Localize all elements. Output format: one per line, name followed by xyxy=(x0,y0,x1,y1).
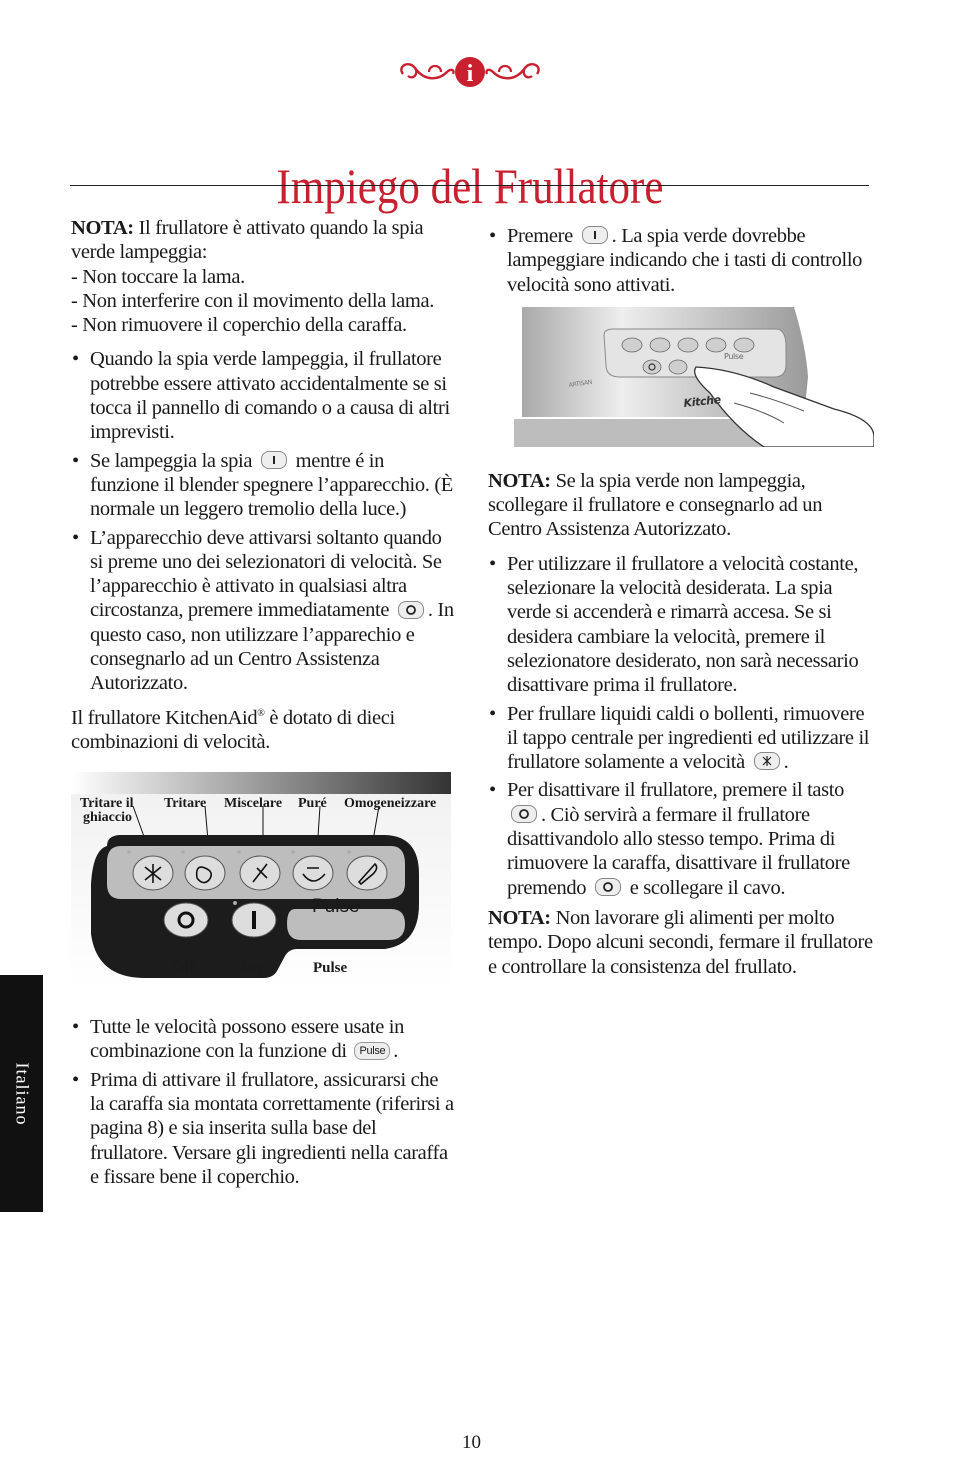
bullet-item: • Se lampeggia la spia mentre é in funzione il blender spegnere l’apparecchio. (È normale un leggero tremolio della luce.) xyxy=(71,449,456,522)
on-key-icon xyxy=(261,451,287,469)
blender-hand-figure xyxy=(514,307,874,447)
label-puree: Puré xyxy=(298,796,327,812)
blender-illustration xyxy=(514,307,874,447)
bullet-item: • Prima di attivare il frullatore, assicurarsi che la caraffa sia montata correttamente (riferirsi a pagina 8) e sia inserita sulla base del frullatore. Versare gli ingredienti nella caraffa e fissare bene il coperchio. xyxy=(71,1068,456,1189)
on-key-icon xyxy=(582,226,608,244)
bullet-list-right-1 xyxy=(488,224,873,297)
label-ice-2: ghiaccio xyxy=(83,810,132,826)
off-key-icon xyxy=(398,601,424,619)
speeds-paragraph: Il frullatore KitchenAid® è dotato di dieci combinazioni di velocità. xyxy=(71,706,395,753)
label-on: On xyxy=(241,960,262,977)
note-warning xyxy=(71,216,456,337)
bullet-item: • Premere . La spia verde dovrebbe lampeggiare indicando che i tasti di controllo velocità sono attivati. xyxy=(488,224,873,297)
label-ice-1: Tritare il xyxy=(80,796,134,812)
left-column xyxy=(71,216,456,1195)
pulse-key-icon: Pulse xyxy=(354,1042,390,1060)
bullet-item: • Quando la spia verde lampeggia, il frullatore potrebbe essere attivato accidentalmente se si tocca il pannello di comando o a causa di altri imprevisti. xyxy=(71,347,456,444)
bullet-item: • Tutte le velocità possono essere usate in combinazione con la funzione di Pulse . xyxy=(71,1015,456,1064)
off-key-icon xyxy=(595,878,621,896)
language-label: Italiano xyxy=(12,1062,32,1125)
blender-brand: Kitche xyxy=(682,393,722,410)
bullet-item: • Per disattivare il frullatore, premere il tasto . Ciò servirà a fermare il frullatore disattivandolo allo stesso tempo. Prima di rimuovere la caraffa, disattivare il frullatore premendo e scollegare il cavo. xyxy=(488,778,873,899)
page-number: 10 xyxy=(462,1432,481,1453)
label-chop: Tritare xyxy=(164,796,207,812)
label-liquefy: Omogeneizzare xyxy=(344,796,437,812)
bullet-list-left-1 xyxy=(71,347,456,695)
bullet-list-right-2 xyxy=(488,552,873,900)
off-key-icon xyxy=(511,805,537,823)
ornament-info-icon xyxy=(395,52,545,92)
blender-pulse-label: Pulse xyxy=(724,351,744,361)
bullet-item: • Per utilizzare il frullatore a velocità costante, selezionare la velocità desiderata. La spia verde si accenderà e rimarrà accesa. Se si desidera cambiare la velocità, premere il selezionatore desiderato, non sarà necessario disattivare prima il frullatore. xyxy=(488,552,873,698)
note-processing-time: NOTA: Non lavorare gli alimenti per molto tempo. Dopo alcuni secondi, fermare il frullatore e controllare la consistenza del frullato. xyxy=(488,906,873,978)
control-panel-figure xyxy=(67,764,452,999)
note-line-1: - Non toccare la lama. xyxy=(71,265,245,288)
title-rule xyxy=(70,185,869,186)
blender-model: ARTISAN xyxy=(568,378,593,389)
label-pulse: Pulse xyxy=(313,960,348,977)
note-lead: NOTA: xyxy=(71,217,134,239)
right-column xyxy=(488,224,873,989)
bullet-list-left-2 xyxy=(71,1015,456,1189)
ornament-letter: i xyxy=(466,61,474,87)
note-line-3: - Non rimuovere il coperchio della caraffa. xyxy=(71,314,407,337)
note-green-light: NOTA: Se la spia verde non lampeggia, scollegare il frullatore e consegnarlo ad un Centro Assistenza Autorizzato. xyxy=(488,469,823,541)
page-title: Impiego del Frullatore xyxy=(276,157,664,214)
bullet-item: • Per frullare liquidi caldi o bollenti, rimuovere il tappo centrale per ingredienti ed utilizzare il frullatore solamente a velocità . xyxy=(488,702,873,775)
pulse-button-text: Pulse xyxy=(312,896,360,918)
note-line-2: - Non interferire con il movimento della lama. xyxy=(71,289,435,312)
ice-crush-key-icon xyxy=(754,752,780,770)
language-side-tab xyxy=(0,975,43,1212)
label-mix: Miscelare xyxy=(224,796,283,812)
label-off: Off xyxy=(173,960,195,977)
bullet-item: • L’apparecchio deve attivarsi soltanto quando si preme uno dei selezionatori di velocità. Se l’apparecchio è attivato in qualsiasi altra circostanza, premere immediatamente . In questo caso, non utilizzare l’apparechio e consegnarlo ad un Centro Assistenza Autorizzato. xyxy=(71,526,456,696)
note-text: Il frullatore è attivato quando la spia verde lampeggia: xyxy=(71,217,424,264)
